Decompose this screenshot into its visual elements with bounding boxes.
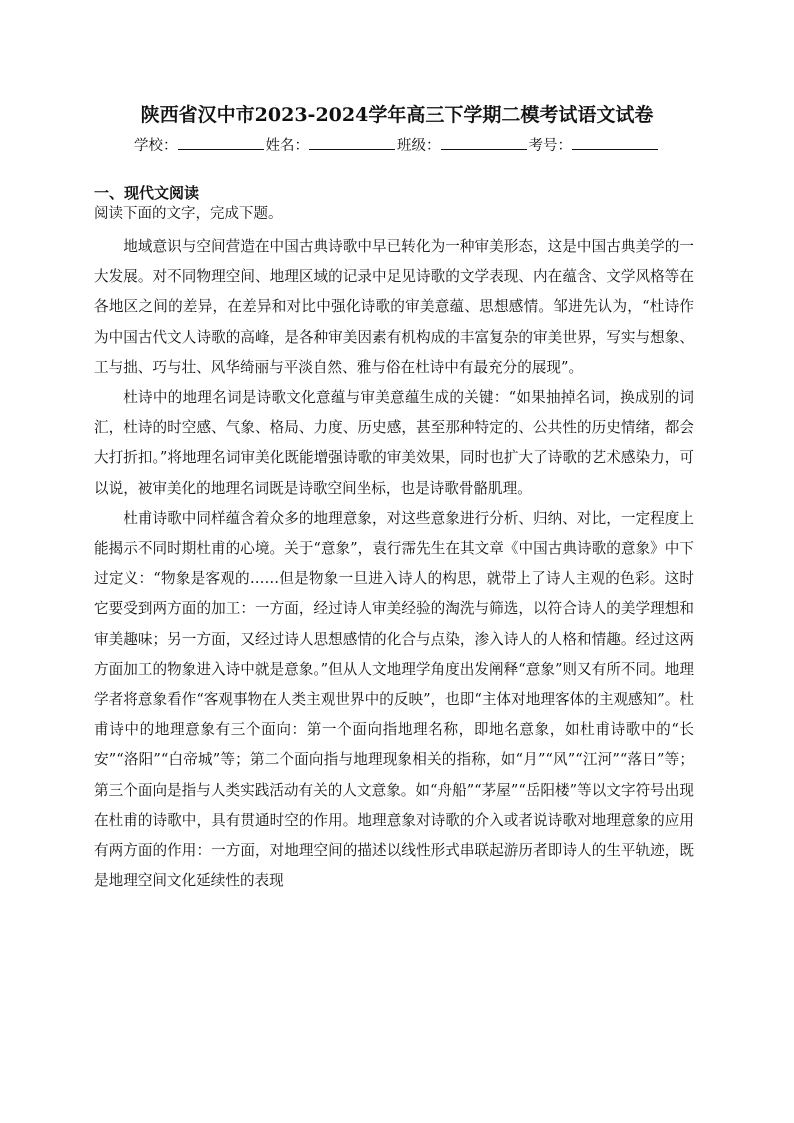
school-label: 学校：	[134, 138, 178, 154]
name-field	[266, 134, 398, 157]
passage-paragraph-3: 杜甫诗歌中同样蕴含着众多的地理意象，对这些意象进行分析、归纳、对比，一定程度上能揭示不同时期杜甫的心境。关于“意象”，袁行霈先生在其文章《中国古典诗歌的意象》中下过定义：“物象是客观的……但是物象一旦进入诗人的构思，就带上了诗人主观的色彩。这时它要受到两方面的加工：一方面，经过诗人审美经验的淘洗与筛选，以符合诗人的美学理想和审美趣味；另一方面，又经过诗人思想感情的化合与点染，渗入诗人的人格和情趣。经过这两方面加工的物象进入诗中就是意象。”但从人文地理学角度出发阐释“意象”则又有所不同。地理学者将意象看作“客观事物在人类主观世界中的反映”，也即“主体对地理客体的主观感知”。杜甫诗中的地理意象有三个面向：第一个面向指地理名称，即地名意象，如杜甫诗歌中的“长安”“洛阳”“白帝城”等；第二个面向指与地理现象相关的指称，如“月”“风”“江河”“落日”等；第三个面向是指与人类实践活动有关的人文意象。如“舟船”“茅屋”“岳阳楼”等以文字符号出现在杜甫的诗歌中，具有贯通时空的作用。地理意象对诗歌的介入或者说诗歌对地理意象的应用有两方面的作用：一方面，对地理空间的描述以线性形式串联起游历者即诗人的生平轨迹，既是地理空间文化延续性的表现	[94, 509, 694, 890]
exam-number-blank[interactable]	[572, 134, 658, 150]
school-field	[134, 134, 266, 157]
name-blank[interactable]	[309, 134, 395, 150]
school-blank[interactable]	[178, 134, 264, 150]
reading-passage	[94, 232, 694, 896]
passage-paragraph-1: 地域意识与空间营造在中国古典诗歌中早已转化为一种审美形态，这是中国古典美学的一大发展。对不同物理空间、地理区域的记录中足见诗歌的文学表现、内在蕴含、文学风格等在各地区之间的差异，在差异和对比中强化诗歌的审美意蕴、思想感情。邹进先认为，“杜诗作为中国古代文人诗歌的高峰，是各种审美因素有机构成的丰富复杂的审美世界，写实与想象、工与拙、巧与壮、风华绮丽与平淡自然、雅与俗在杜诗中有最充分的展现”。	[94, 238, 694, 376]
passage-paragraph-2: 杜诗中的地理名词是诗歌文化意蕴与审美意蕴生成的关键：“如果抽掉名词，换成别的词汇，杜诗的时空感、气象、格局、力度、历史感，甚至那种特定的、公共性的历史情绪，都会大打折扣。”将地理名词审美化既能增强诗歌的审美效果，同时也扩大了诗歌的艺术感染力，可以说，被审美化的地理名词既是诗歌空间坐标，也是诗歌骨骼肌理。	[94, 389, 694, 497]
class-field	[397, 134, 529, 157]
class-blank[interactable]	[441, 134, 527, 150]
exam-number-field	[529, 134, 661, 157]
exam-title: 陕西省汉中市2023-2024学年高三下学期二模考试语文试卷	[140, 104, 654, 126]
reading-instruction: 阅读下面的文字，完成下题。	[94, 206, 283, 222]
name-label: 姓名：	[265, 138, 309, 154]
exam-number-label: 考号：	[528, 138, 572, 154]
section-heading: 一、现代文阅读	[94, 184, 200, 202]
student-info-row	[0, 134, 794, 157]
class-label: 班级：	[397, 138, 441, 154]
